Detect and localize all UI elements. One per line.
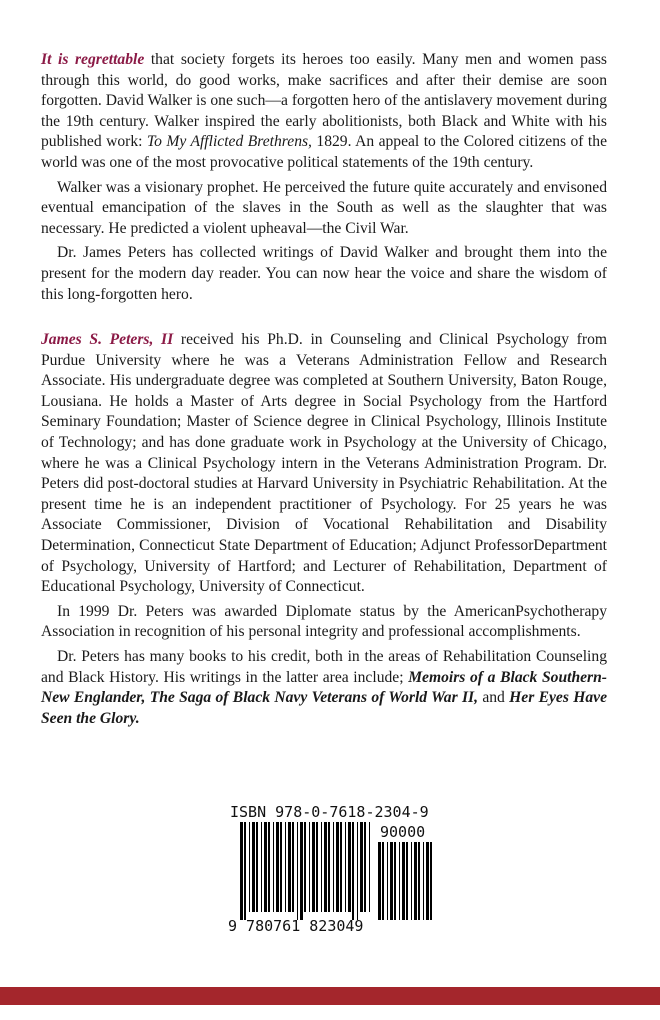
barcode-bar	[406, 842, 408, 920]
barcode-bar	[240, 822, 243, 920]
bio-book-list: Memoirs of a Black Southern-New Englander, The Saga of Black Navy Veterans of World War II,	[41, 668, 607, 707]
barcode-bar	[423, 842, 424, 920]
barcode-bar	[244, 822, 246, 920]
barcode-bar	[297, 822, 298, 920]
barcode-bar	[280, 822, 282, 912]
barcode-bar	[369, 822, 370, 912]
barcode-bar	[252, 822, 255, 912]
barcode-bar	[348, 822, 351, 912]
barcode-bar	[399, 842, 400, 920]
price-addon-bars	[378, 842, 432, 920]
barcode-bar	[345, 822, 346, 912]
barcode-bar	[360, 822, 363, 912]
author-bio	[41, 330, 607, 733]
barcode-bar	[321, 822, 322, 912]
barcode-bar	[378, 842, 381, 920]
blurb-lead-phrase: It is regrettable	[41, 51, 145, 68]
barcode-bar	[394, 842, 396, 920]
barcode-bar	[324, 822, 327, 912]
barcode-bar	[300, 822, 303, 920]
barcode-bar	[256, 822, 258, 912]
isbn-label: ISBN 978-0-7618-2304-9	[230, 803, 429, 821]
bottom-color-band	[0, 987, 660, 1005]
barcode-bar	[261, 822, 262, 912]
barcode-bar	[414, 842, 417, 920]
bio-paragraph-1	[41, 330, 607, 598]
barcode-bar	[276, 822, 279, 912]
barcode-bars	[240, 822, 370, 920]
barcode-bar	[340, 822, 342, 912]
price-code: 90000	[380, 823, 426, 841]
barcode-bar	[352, 822, 354, 920]
blurb-p1-text: that society forgets its heroes too easily. Many men and women pass through this world, do good works, make sacrifices and after their demise are soon forgotten. David Walker is one such—a forgotten hero of the antislavery movement during the 19th century. Walker inspired the early abolitionists, both Black and White with his published work:	[41, 51, 607, 151]
barcode-bar	[336, 822, 339, 912]
barcode-bar	[426, 842, 429, 920]
author-name: James S. Peters, II	[41, 331, 174, 348]
bottom-white-stripe	[0, 1005, 660, 1020]
barcode-bar	[357, 822, 358, 920]
barcode-bar	[411, 842, 412, 920]
isbn-barcode	[228, 800, 438, 935]
barcode-digits: 9 780761 823049	[228, 917, 364, 935]
barcode-bar	[333, 822, 334, 912]
barcode-bar	[312, 822, 315, 912]
book-blurb	[41, 50, 607, 309]
barcode-bar	[387, 842, 388, 920]
barcode-bar	[418, 842, 420, 920]
barcode-bar	[316, 822, 318, 912]
bio-last-book: Her Eyes Have Seen the Glory.	[41, 689, 607, 727]
barcode-bar	[268, 822, 270, 912]
barcode-bar	[390, 842, 393, 920]
barcode-bar	[264, 822, 267, 912]
barcode-bar	[382, 842, 384, 920]
bio-p3-and: and	[478, 689, 510, 707]
barcode-bar	[328, 822, 330, 912]
bio-p1-text: received his Ph.D. in Counseling and Clinical Psychology from Purdue University where he was a Veterans Administration Fellow and Research Associate. His undergraduate degree was completed at Southern University, Baton Rouge, Lousiana. He holds a Master of Arts degree in Social Psychology from the Hartford Seminary Foundation; Master of Science degree in Clinical Psychology, Illinois Institute of Technology; and has done graduate work in Psychology at the University of Chicago, where he was a Clinical Psychology intern in the Veterans Administration Program. Dr. Peters did post-doctoral studies at Harvard University in Psychiatric Rehabilitation. At the present time he is an independent practitioner of Psychology. For 25 years he was Associate Commissioner, Division of Vocational Rehabilitation and Disability Determination, Connecticut State Department of Education; Adjunct ProfessorDepartment of Psychology, University of Hartford; and Lecturer of Rehabilitation, Department of Educational Psychology, University of Connecticut.	[41, 331, 607, 596]
barcode-bar	[292, 822, 294, 912]
barcode-bar	[309, 822, 310, 912]
barcode-bar	[364, 822, 366, 912]
blurb-paragraph-3: Dr. James Peters has collected writings of David Walker and brought them into the present for the modern day reader. You can now hear the voice and share the wisdom of this long-forgotten hero.	[41, 244, 607, 303]
barcode-bar	[285, 822, 286, 912]
bio-paragraph-2: In 1999 Dr. Peters was awarded Diplomate status by the AmericanPsychotherapy Association in recognition of his personal integrity and professional accomplishments.	[41, 602, 607, 641]
bio-p3-text: Dr. Peters has many books to his credit, both in the areas of Rehabilitation Counseling and Black History. His writings in the latter area include;	[41, 647, 607, 686]
barcode-bar	[304, 822, 306, 912]
blurb-book-title: To My Afflicted Brethrens,	[146, 133, 312, 151]
bio-paragraph-3	[41, 647, 607, 729]
barcode-bar	[273, 822, 274, 912]
blurb-p1-end: 1829. An appeal to the Colored citizens of the world was one of the most provocative political statements of the 19th century.	[41, 133, 607, 171]
blurb-paragraph-1	[41, 50, 607, 174]
barcode-bar	[402, 842, 405, 920]
barcode-graphic	[228, 800, 438, 935]
barcode-bar	[430, 842, 432, 920]
blurb-paragraph-2: Walker was a visionary prophet. He perceived the future quite accurately and envisoned eventual emancipation of the slaves in the South as well as the slaughter that was necessary. He predicted a violent upheaval—the Civil War.	[41, 178, 607, 237]
barcode-bar	[288, 822, 291, 912]
barcode-bar	[249, 822, 250, 912]
